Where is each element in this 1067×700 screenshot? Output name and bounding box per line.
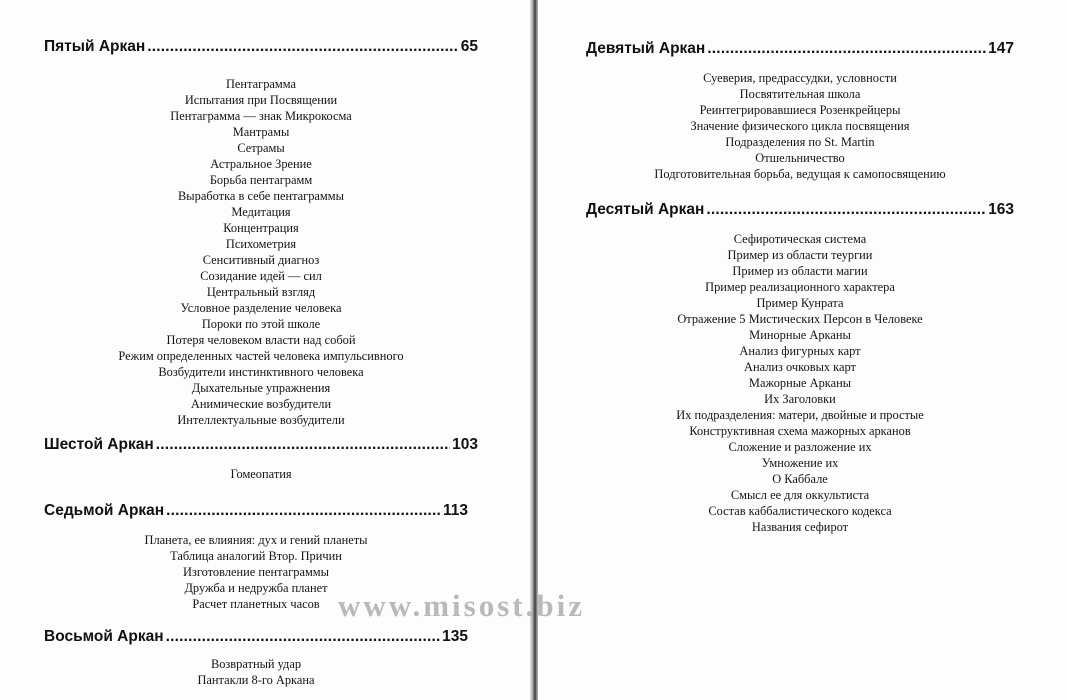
list-item: Суеверия, предрассудки, условности [703, 71, 897, 85]
list-item: Созидание идей — сил [200, 269, 322, 283]
section-page-number: 163 [988, 201, 1014, 218]
right-page [538, 0, 1067, 700]
subtopic-list [586, 231, 1014, 535]
list-item: Выработка в себе пентаграммы [178, 189, 344, 203]
list-item: Сетрамы [237, 141, 285, 155]
list-item: Условное разделение человека [180, 301, 342, 315]
list-item: Значение физического цикла посвящения [690, 119, 910, 133]
list-item: Их подразделения: матери, двойные и простые [676, 408, 924, 422]
subtopic-list [44, 76, 478, 428]
watermark-text: www.misost.biz [338, 588, 585, 623]
section-heading[interactable] [44, 38, 478, 56]
list-item: Возбудители инстинктивного человека [158, 365, 364, 379]
section-title: Девятый Аркан [586, 40, 706, 57]
list-item: Интеллектуальные возбудители [177, 413, 345, 427]
list-item: Медитация [231, 205, 291, 219]
list-item: Пантакли 8-го Аркана [197, 673, 315, 687]
list-item: Анализ очковых карт [744, 360, 856, 374]
list-item: Подготовительная борьба, ведущая к самопосвящению [654, 167, 946, 181]
list-item: Мажорные Арканы [748, 376, 852, 390]
subtopic-list [44, 466, 478, 482]
section-title: Десятый Аркан [586, 201, 705, 218]
toc-section-eighth-arcanum [44, 628, 468, 688]
toc-section-sixth-arcanum [44, 436, 478, 482]
section-title: Седьмой Аркан [44, 502, 165, 519]
list-item: Названия сефирот [751, 520, 849, 534]
list-item: Астральное Зрение [210, 157, 312, 171]
section-heading[interactable] [586, 40, 1014, 58]
list-item: Режим определенных частей человека импульсивного [118, 349, 404, 363]
list-item: Пентаграмма [225, 77, 297, 91]
dot-leader [147, 38, 459, 56]
list-item: Смысл ее для оккультиста [730, 488, 870, 502]
toc-section-tenth-arcanum [586, 201, 1014, 535]
toc-section-ninth-arcanum [586, 40, 1014, 182]
list-item: Пример реализационного характера [705, 280, 895, 294]
list-item: Конструктивная схема мажорных арканов [689, 424, 911, 438]
dot-leader [706, 201, 986, 219]
section-page-number: 103 [452, 436, 478, 453]
dot-leader [707, 40, 986, 58]
list-item: Сложение и разложение их [728, 440, 872, 454]
list-item: Гомеопатия [230, 467, 292, 481]
list-item: Минорные Арканы [749, 328, 851, 342]
list-item: Отшельничество [755, 151, 845, 165]
section-heading[interactable] [586, 201, 1014, 219]
list-item: Сенситивный диагноз [202, 253, 320, 267]
list-item: Посвятительная школа [739, 87, 861, 101]
list-item: Подразделения по St. Martin [725, 135, 875, 149]
list-item: Мантрамы [232, 125, 290, 139]
section-title: Восьмой Аркан [44, 628, 164, 645]
dot-leader [166, 628, 441, 646]
section-page-number: 113 [442, 502, 468, 519]
list-item: Изготовление пентаграммы [183, 565, 329, 579]
list-item: Состав каббалистического кодекса [708, 504, 892, 518]
subtopic-list [586, 70, 1014, 182]
list-item: Пример Кунрата [756, 296, 844, 310]
list-item: Пример из области теургии [727, 248, 873, 262]
list-item: Сефиротическая система [733, 232, 867, 246]
toc-section-fifth-arcanum [44, 38, 478, 428]
list-item: Психометрия [225, 237, 297, 251]
list-item: Реинтегрировавшиеся Розенкрейцеры [699, 103, 901, 117]
list-item: Пороки по этой школе [201, 317, 321, 331]
list-item: Планета, ее влияния: дух и гений планеты [144, 533, 368, 547]
section-page-number: 65 [460, 38, 478, 55]
section-page-number: 135 [442, 628, 468, 645]
list-item: Возвратный удар [210, 657, 302, 671]
section-title: Пятый Аркан [44, 38, 146, 55]
list-item: Их Заголовки [764, 392, 836, 406]
section-heading[interactable] [44, 436, 478, 454]
list-item: Концентрация [223, 221, 299, 235]
list-item: Расчет планетных часов [192, 597, 320, 611]
subtopic-list [44, 656, 468, 688]
list-item: О Каббале [772, 472, 828, 486]
list-item: Потеря человеком власти над собой [166, 333, 356, 347]
list-item: Отражение 5 Мистических Персон в Человеке [677, 312, 923, 326]
section-heading[interactable] [44, 502, 468, 520]
list-item: Таблица аналогий Втор. Причин [170, 549, 342, 563]
dot-leader [166, 502, 441, 520]
list-item: Центральный взгляд [206, 285, 316, 299]
list-item: Анализ фигурных карт [739, 344, 861, 358]
list-item: Пример из области магии [732, 264, 868, 278]
list-item: Пентаграмма — знак Микрокосма [170, 109, 352, 123]
section-page-number: 147 [988, 40, 1014, 57]
list-item: Анимические возбудители [190, 397, 332, 411]
section-title: Шестой Аркан [44, 436, 154, 453]
dot-leader [156, 436, 450, 454]
list-item: Дыхательные упражнения [191, 381, 331, 395]
list-item: Дружба и недружба планет [184, 581, 328, 595]
section-heading[interactable] [44, 628, 468, 646]
list-item: Борьба пентаграмм [209, 173, 313, 187]
list-item: Умножение их [761, 456, 839, 470]
list-item: Испытания при Посвящении [184, 93, 338, 107]
